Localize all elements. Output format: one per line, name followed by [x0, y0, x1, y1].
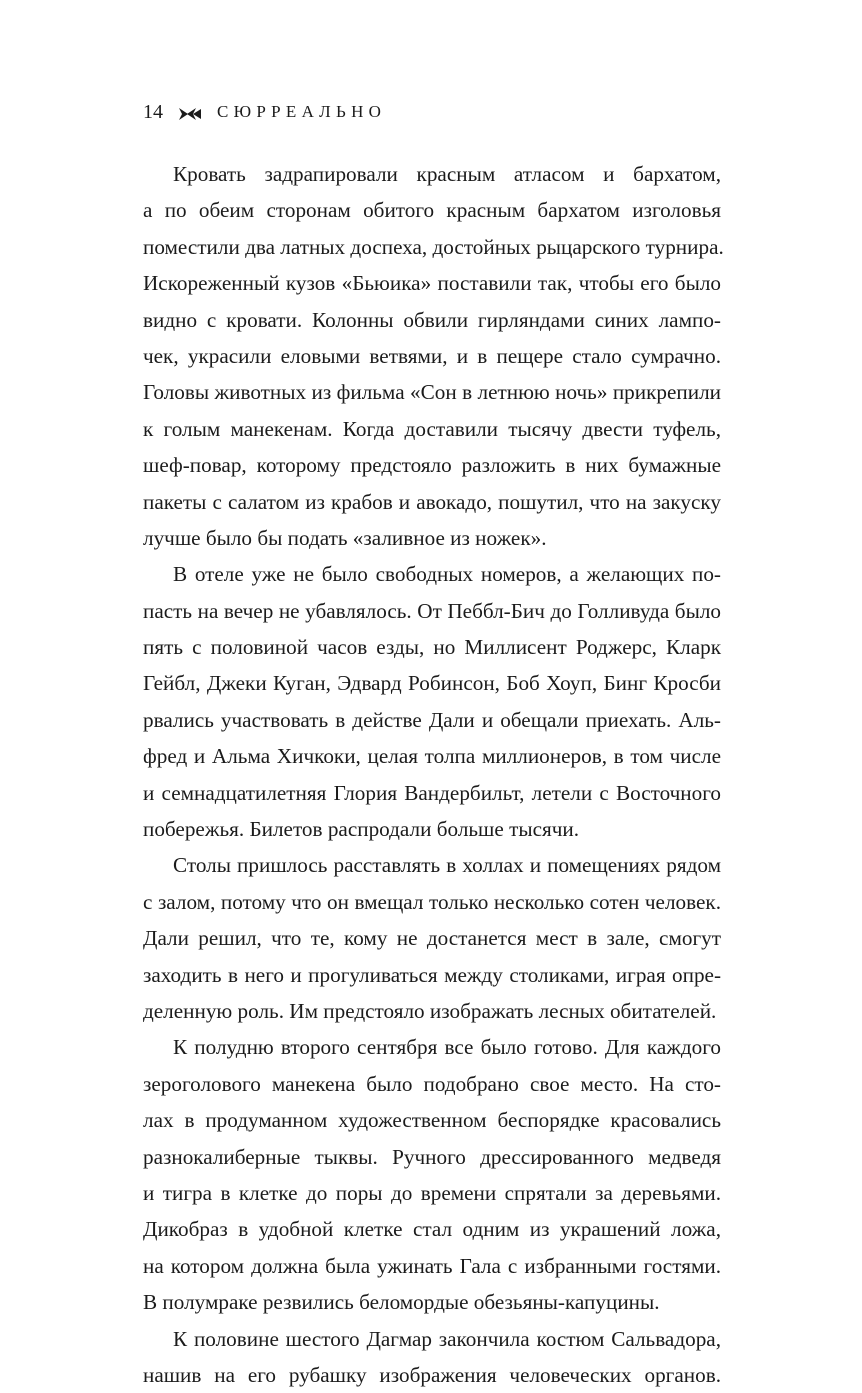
text-line: Столы пришлось расставлять в холлах и помещениях рядом	[173, 853, 721, 878]
double-arrowhead-ornament-icon	[179, 105, 201, 119]
text-line: заходить в него и прогуливаться между столиками, играя опре-	[143, 962, 721, 987]
text-line: фред и Альма Хичкоки, целая толпа миллионеров, в том числе	[143, 744, 721, 769]
text-line: лучше было бы подать «заливное из ножек».	[143, 525, 547, 550]
text-line: К полудню второго сентября все было готово. Для каждого	[173, 1035, 721, 1060]
text-line: Дали решил, что те, кому не достанется мест в зале, смогут	[143, 926, 721, 951]
text-line: рвались участвовать в действе Дали и обещали приехать. Аль-	[143, 707, 721, 732]
text-line: Кровать задрапировали красным атласом и бархатом,	[173, 162, 721, 186]
text-line: и семнадцатилетняя Глория Вандербильт, летели с Восточного	[143, 780, 721, 805]
text-line: В отеле уже не было свободных номеров, а желающих по-	[173, 562, 721, 587]
text-line: поместили два латных доспеха, достойных рыцарского турнира.	[143, 234, 724, 259]
text-line: шеф-повар, которому предстояло разложить в них бумажные	[143, 453, 721, 478]
text-line: пасть на вечер не убавлялось. От Пеббл-Бич до Голливуда было	[143, 598, 721, 623]
text-line: пакеты с салатом из крабов и авокадо, пошутил, что на закуску	[143, 489, 721, 514]
text-line: зероголового манекена было подобрано свое место. На сто-	[143, 1071, 721, 1096]
text-line: на котором должна была ужинать Гала с избранными гостями.	[143, 1253, 721, 1278]
text-line: побережья. Билетов распродали больше тысячи.	[143, 817, 580, 842]
running-head	[143, 98, 386, 126]
text-line: лах в продуманном художественном беспорядке красовались	[143, 1108, 721, 1133]
text-line: а по обеим сторонам обитого красным бархатом изголовья	[143, 198, 721, 223]
section-title: СЮРРЕАЛЬНО	[217, 102, 387, 121]
text-line: К половине шестого Дагмар закончила костюм Сальвадора,	[173, 1326, 721, 1351]
text-line: к голым манекенам. Когда доставили тысячу двести туфель,	[143, 416, 721, 441]
text-line: Гейбл, Джеки Куган, Эдвард Робинсон, Боб Хоуп, Бинг Кросби	[143, 671, 721, 696]
text-line: с залом, потому что он вмещал только несколько сотен человек.	[143, 889, 721, 914]
text-line: видно с кровати. Колонны обвили гирляндами синих лампо-	[143, 307, 721, 332]
text-line: Дикобраз в удобной клетке стал одним из украшений ложа,	[143, 1217, 721, 1242]
text-line: нашив на его рубашку изображения человеческих органов.	[143, 1362, 721, 1387]
text-line: Головы животных из фильма «Сон в летнюю ночь» прикрепили	[143, 380, 721, 405]
text-line: пять с половиной часов езды, но Миллисент Роджерс, Кларк	[143, 635, 721, 660]
page-number: 14	[143, 100, 163, 123]
text-line: и тигра в клетке до поры до времени спрятали за деревьями.	[143, 1180, 721, 1205]
text-line: В полумраке резвились беломордые обезьяны-капуцины.	[143, 1290, 660, 1315]
body-text	[143, 156, 724, 1393]
text-line: чек, украсили еловыми ветвями, и в пещере стало сумрачно.	[143, 343, 721, 368]
text-line: разнокалиберные тыквы. Ручного дрессированного медведя	[143, 1144, 721, 1169]
text-line: Искореженный кузов «Бьюика» поставили так, чтобы его было	[143, 271, 721, 296]
text-line: деленную роль. Им предстояло изображать лесных обитателей.	[143, 998, 717, 1023]
